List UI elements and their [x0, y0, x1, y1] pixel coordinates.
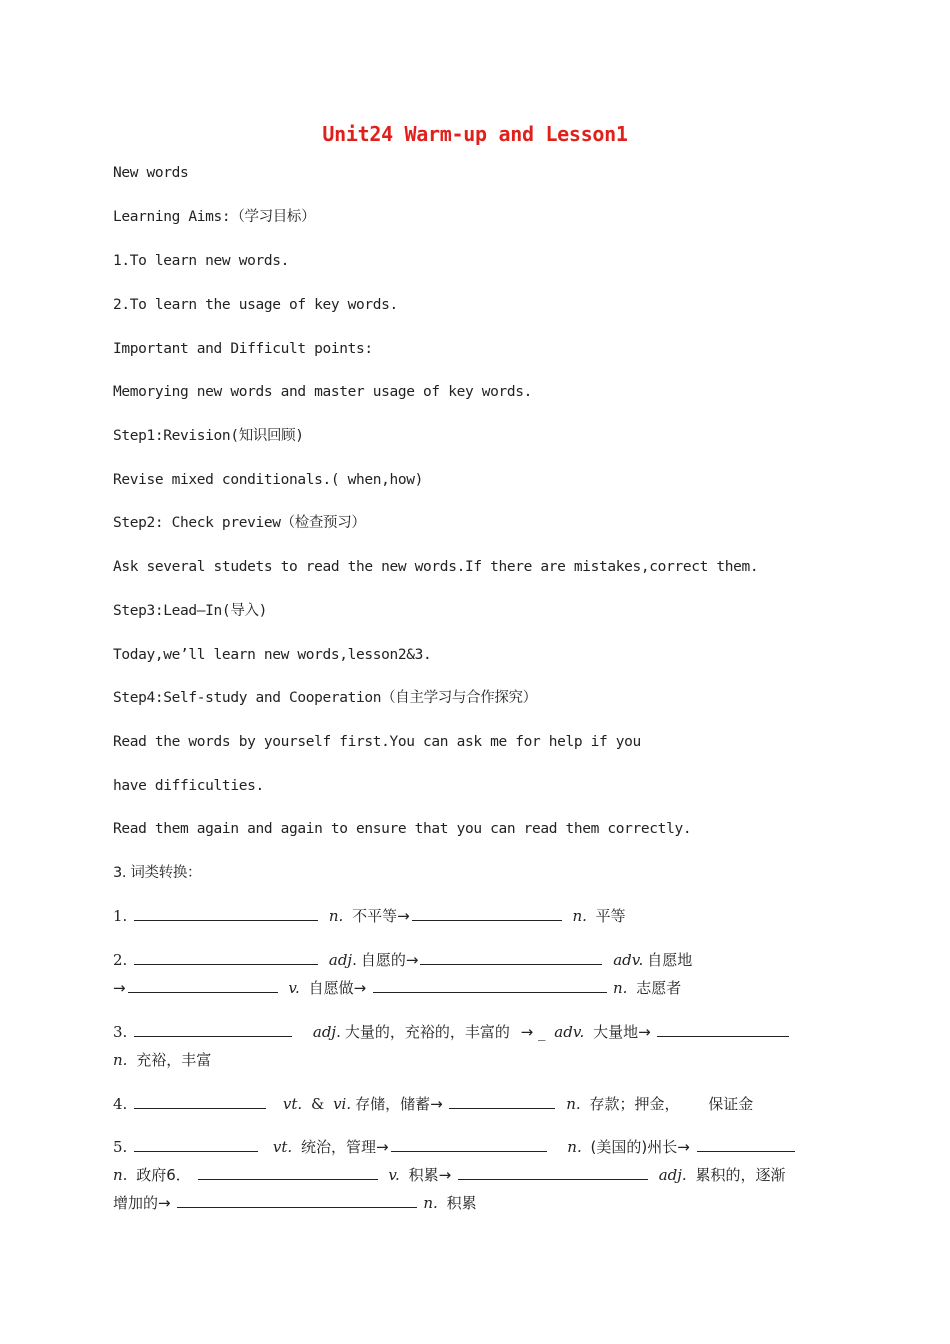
- gloss-text: 存款；押金，: [589, 1095, 680, 1113]
- answer-blank[interactable]: [177, 1191, 417, 1208]
- line-ask-students: Ask several studets to read the new words.If there are mistakes,correct them.: [113, 559, 759, 575]
- gloss-text: 增加的→: [113, 1194, 171, 1212]
- line-aim-1: 1.To learn new words.: [113, 253, 289, 269]
- answer-blank[interactable]: [134, 1135, 258, 1152]
- answer-blank[interactable]: [697, 1135, 795, 1152]
- answer-blank[interactable]: [134, 1092, 266, 1109]
- gloss-text: 自愿做→: [308, 979, 367, 997]
- exercise-4: [113, 1090, 753, 1118]
- line-step4: Step4:Self-study and Cooperation（自主学习与合作探究）: [113, 690, 537, 706]
- answer-blank[interactable]: [420, 948, 602, 965]
- answer-blank[interactable]: [128, 976, 278, 993]
- pos-label: n.: [423, 1194, 438, 1212]
- pos-label: vt.: [272, 1138, 293, 1156]
- gloss-text: 保证金: [708, 1095, 754, 1113]
- pos-label: v.: [288, 979, 300, 997]
- arrow-icon: →: [520, 1023, 534, 1041]
- gloss-text: 平等: [595, 907, 626, 925]
- short-blank[interactable]: _: [538, 1023, 546, 1041]
- answer-blank[interactable]: [458, 1163, 648, 1180]
- gloss-text: 统治，管理→: [300, 1138, 389, 1156]
- gloss-text: 积累: [446, 1194, 477, 1212]
- gloss-text: 政府6．: [136, 1166, 191, 1184]
- gloss-text: 不平等→: [352, 907, 410, 925]
- line-difficulties: have difficulties.: [113, 778, 264, 794]
- line-read-words: Read the words by yourself first.You can ask me for help if you: [113, 734, 641, 750]
- line-new-words: New words: [113, 165, 189, 181]
- answer-blank[interactable]: [449, 1092, 555, 1109]
- pos-label: n.: [113, 1051, 128, 1069]
- exercise-3: [113, 1018, 791, 1046]
- exercise-3-cont: [113, 1046, 211, 1074]
- pos-label: n.: [113, 1166, 128, 1184]
- line-step3: Step3:Lead—In(导入): [113, 603, 267, 619]
- exercise-2-cont: [113, 974, 681, 1002]
- pos-label: adj.: [328, 951, 357, 969]
- exercise-number: 2.: [113, 951, 128, 969]
- arrow-icon: →: [113, 979, 126, 997]
- answer-blank[interactable]: [134, 948, 318, 965]
- gloss-text: 充裕，丰富: [136, 1051, 212, 1069]
- exercise-number: 3.: [113, 1023, 128, 1041]
- answer-blank[interactable]: [391, 1135, 547, 1152]
- exercise-number: 5.: [113, 1138, 128, 1156]
- pos-label: n.: [567, 1138, 582, 1156]
- gloss-text: 大量地→: [593, 1023, 651, 1041]
- line-word-conversion: 3. 词类转换：: [113, 865, 202, 881]
- line-read-again: Read them again and again to ensure that you can read them correctly.: [113, 821, 692, 837]
- gloss-text: (美国的)州长→: [590, 1138, 690, 1156]
- line-today: Today,we’ll learn new words,lesson2&3.: [113, 647, 432, 663]
- line-revise: Revise mixed conditionals.( when,how): [113, 472, 424, 488]
- line-important-points: Important and Difficult points:: [113, 341, 373, 357]
- pos-label: adv.: [554, 1023, 585, 1041]
- line-memorying: Memorying new words and master usage of key words.: [113, 384, 532, 400]
- answer-blank[interactable]: [134, 904, 318, 921]
- exercise-5: [113, 1133, 797, 1161]
- exercise-5-cont: [113, 1161, 785, 1189]
- gloss-text: 累积的，逐渐: [695, 1166, 786, 1184]
- pos-label: adj.: [312, 1023, 341, 1041]
- exercise-2: [113, 946, 692, 974]
- gloss-text: 积累→: [408, 1166, 452, 1184]
- exercise-5-cont2: [113, 1189, 477, 1217]
- answer-blank[interactable]: [198, 1163, 378, 1180]
- exercise-number: 1.: [113, 907, 128, 925]
- ampersand: &: [310, 1095, 325, 1113]
- pos-label: n.: [612, 979, 628, 997]
- answer-blank[interactable]: [412, 904, 562, 921]
- gloss-text: 志愿者: [636, 979, 682, 997]
- answer-blank[interactable]: [657, 1020, 789, 1037]
- line-learning-aims: Learning Aims:（学习目标）: [113, 209, 316, 225]
- gloss-text: 自愿地: [647, 951, 693, 969]
- gloss-text: 自愿的→: [360, 951, 419, 969]
- pos-label: n.: [566, 1095, 581, 1113]
- pos-label: v.: [388, 1166, 400, 1184]
- gloss-text: 存储，储蓄→: [355, 1095, 443, 1113]
- pos-label: vt.: [282, 1095, 303, 1113]
- answer-blank[interactable]: [373, 976, 607, 993]
- answer-blank[interactable]: [134, 1020, 292, 1037]
- pos-label: n.: [328, 907, 344, 925]
- line-step1: Step1:Revision(知识回顾): [113, 428, 304, 444]
- pos-label: adv.: [613, 951, 644, 969]
- line-aim-2: 2.To learn the usage of key words.: [113, 297, 398, 313]
- pos-label: vi.: [333, 1095, 352, 1113]
- document-title: Unit24 Warm-up and Lesson1: [322, 122, 628, 146]
- line-step2: Step2: Check preview（检查预习）: [113, 515, 366, 531]
- exercise-1: [113, 902, 626, 930]
- pos-label: n.: [572, 907, 587, 925]
- exercise-number: 4.: [113, 1095, 128, 1113]
- gloss-text: 大量的，充裕的，丰富的: [344, 1023, 510, 1041]
- pos-label: adj.: [658, 1166, 687, 1184]
